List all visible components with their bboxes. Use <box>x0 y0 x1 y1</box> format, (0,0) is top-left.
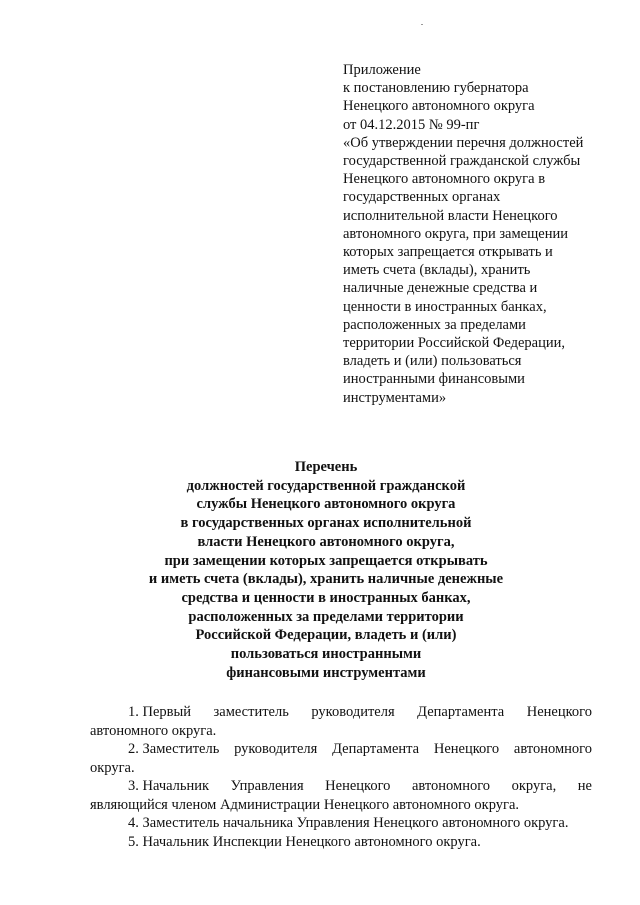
word: Ненецкого <box>325 778 391 794</box>
list-item-first-line <box>90 777 592 796</box>
list-item-5 <box>90 833 592 852</box>
list-item-3 <box>90 777 592 814</box>
word: автономного <box>513 741 592 757</box>
positions-list <box>90 703 592 851</box>
document-title <box>60 458 592 682</box>
appendix-line: инструментами» <box>343 389 447 406</box>
word: Ненецкого <box>526 704 592 720</box>
appendix-line: автономного округа, при замещении <box>343 225 568 242</box>
list-item-4 <box>90 814 592 833</box>
appendix-line: государственных органах <box>343 189 501 206</box>
word: 3. Начальник <box>128 778 210 794</box>
title-line: службы Ненецкого автономного округа <box>196 496 456 513</box>
title-line: пользоваться иностранными <box>230 646 422 663</box>
word: автономного <box>411 778 491 794</box>
word: заместитель <box>213 704 289 720</box>
title-line: финансовыми инструментами <box>226 664 426 681</box>
word: руководителя <box>311 704 395 720</box>
title-line: Российской Федерации, владеть и (или) <box>195 627 457 644</box>
title-line: в государственных органах исполнительной <box>180 515 472 532</box>
list-item-continuation: являющийся членом Администрации Ненецкого автономного округа. <box>90 796 520 813</box>
appendix-line: наличные денежные средства и <box>343 280 538 297</box>
list-item-2 <box>90 740 592 777</box>
title-line: власти Ненецкого автономного округа, <box>197 533 455 550</box>
word: округа, <box>511 778 557 794</box>
appendix-line: владеть и (или) пользоваться <box>343 353 522 370</box>
list-item-first-line: 5. Начальник Инспекции Ненецкого автономного округа. <box>128 833 481 850</box>
list-item-1 <box>90 703 592 740</box>
title-line: при замещении которых запрещается открывать <box>164 552 488 569</box>
appendix-line: исполнительной власти Ненецкого <box>343 207 558 224</box>
word: Департамента <box>332 741 420 757</box>
list-item-continuation: автономного округа. <box>90 722 217 739</box>
word: 2. Заместитель <box>128 741 220 757</box>
appendix-line: к постановлению губернатора <box>343 80 529 97</box>
title-line: средства и ценности в иностранных банках, <box>181 589 471 606</box>
appendix-line: территории Российской Федерации, <box>343 335 566 352</box>
title-line: Перечень <box>294 459 358 475</box>
appendix-line: иностранными финансовыми <box>343 371 525 388</box>
list-item-first-line: 4. Заместитель начальника Управления Ненецкого автономного округа. <box>128 815 569 831</box>
appendix-line: иметь счета (вклады), хранить <box>343 262 531 279</box>
appendix-line: «Об утверждении перечня должностей <box>343 134 584 151</box>
word: руководителя <box>234 741 318 757</box>
appendix-block <box>343 61 611 407</box>
appendix-line: Ненецкого автономного округа <box>343 98 535 115</box>
appendix-line: от 04.12.2015 № 99-пг <box>343 116 480 133</box>
word: не <box>577 778 592 794</box>
scan-mark <box>421 24 423 25</box>
list-item-continuation: округа. <box>90 759 135 776</box>
word: Ненецкого <box>433 741 500 757</box>
list-item-first-line <box>90 703 592 722</box>
word: Департамента <box>417 704 505 720</box>
appendix-line: Ненецкого автономного округа в <box>343 171 546 188</box>
word: 1. Первый <box>128 704 192 720</box>
word: Управления <box>230 778 304 794</box>
title-line: должностей государственной гражданской <box>186 477 466 494</box>
appendix-line: государственной гражданской службы <box>343 153 581 170</box>
title-line: и иметь счета (вклады), хранить наличные денежные <box>148 571 504 588</box>
appendix-line: ценности в иностранных банках, <box>343 298 547 315</box>
title-line: расположенных за пределами территории <box>188 608 464 625</box>
appendix-line: расположенных за пределами <box>343 316 526 333</box>
appendix-line: Приложение <box>343 62 421 78</box>
appendix-line: которых запрещается открывать и <box>343 244 553 261</box>
list-item-first-line <box>90 740 592 759</box>
